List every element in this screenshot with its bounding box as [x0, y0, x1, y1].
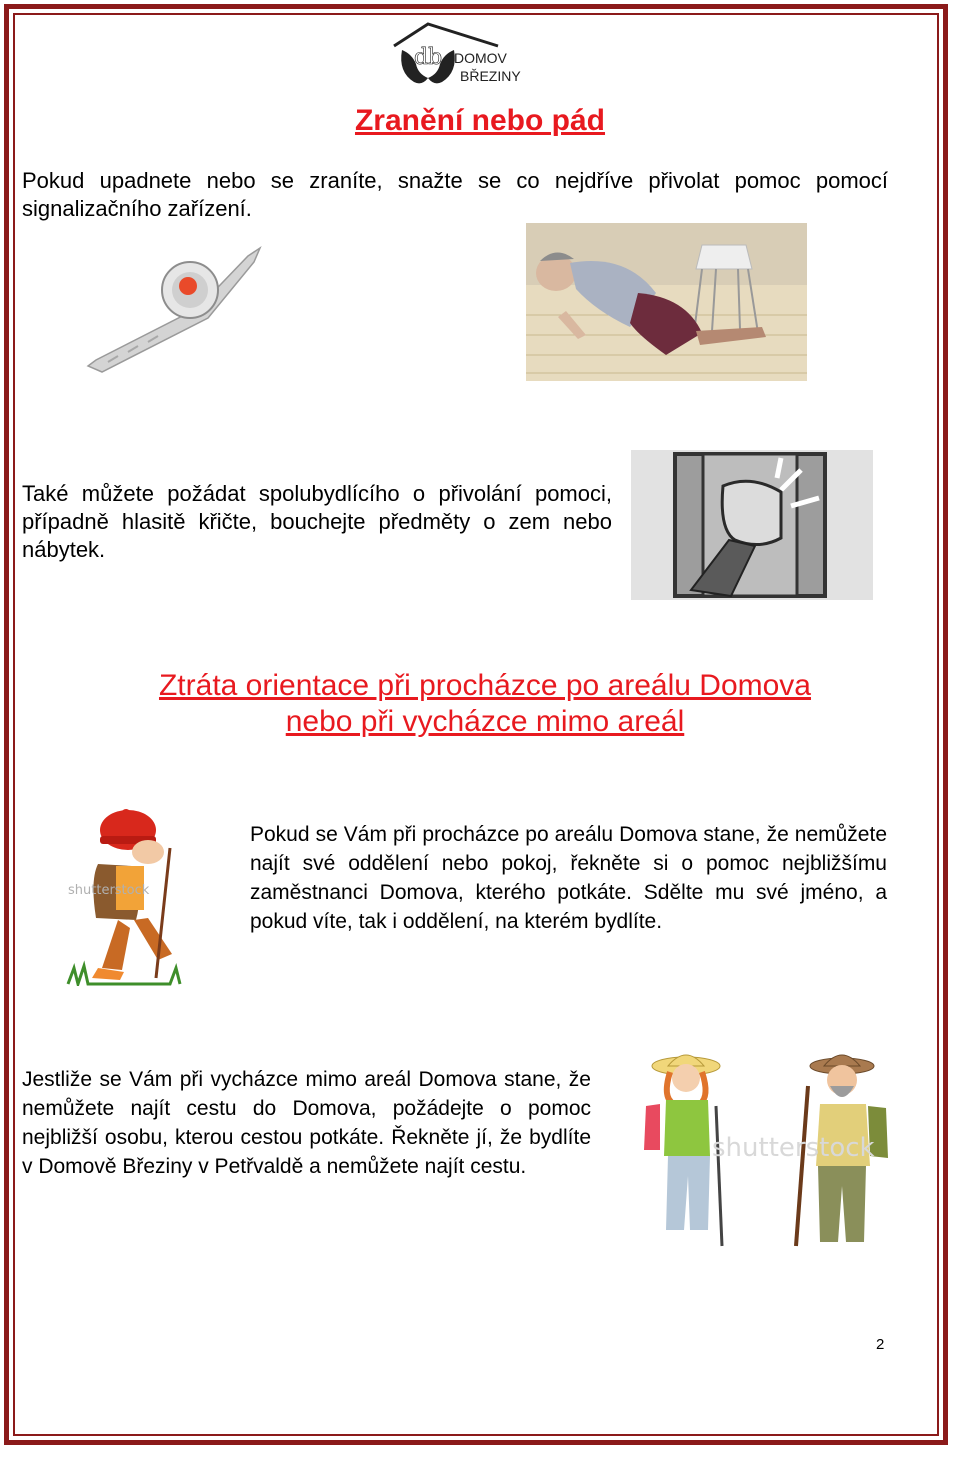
- section2-paragraph2: Jestliže se Vám při vycházce mimo areál Domova stane, že nemůžete najít cestu do Domova, požádejte o pomoc nejbližší osobu, kterou cestou potkáte. Řekněte jí, že bydlíte v Domově Březiny v Petřvaldě a nemůžete najít cestu.: [22, 1068, 591, 1178]
- domov-breziny-logo: [388, 20, 538, 92]
- section2-title-line2: nebo při vycházce mimo areál: [285, 705, 685, 738]
- hiker-red-cap-image: [58, 808, 190, 986]
- alarm-wristband-image: [78, 238, 264, 376]
- section1-paragraph2: Také můžete požádat spolubydlícího o přivolání pomoci, případně hlasitě křičte, bouchejte předměty o zem nebo nábytek.: [22, 481, 612, 562]
- two-hikers-image: [612, 1046, 910, 1260]
- section1-title: Zranění nebo pád: [354, 104, 606, 137]
- section2-title-line1: Ztráta orientace při procházce po areálu Domova: [158, 669, 811, 702]
- knocking-fist-image: [631, 450, 873, 600]
- section2-paragraph1: Pokud se Vám při procházce po areálu Domova stane, že nemůžete najít své oddělení nebo pokoj, řekněte si o pomoc nejbližšímu zaměstnanci Domova, kterého potkáte. Sdělte mu své jméno, a pokud víte, tak i oddělení, na kterém bydlíte.: [250, 823, 887, 933]
- watermark-right: shutterstock: [712, 1133, 875, 1163]
- fallen-woman-photo: [526, 223, 807, 381]
- watermark-left: shutterstock: [68, 883, 150, 898]
- logo-line2: BŘEZINY: [460, 68, 521, 84]
- page-number: 2: [876, 1336, 885, 1353]
- logo-line1: DOMOV: [454, 50, 507, 66]
- section1-paragraph1: Pokud upadnete nebo se zraníte, snažte se co nejdříve přivolat pomoc pomocí signalizačního zařízení.: [22, 168, 888, 221]
- logo-initials: db: [414, 45, 443, 70]
- section2-title: [60, 668, 910, 740]
